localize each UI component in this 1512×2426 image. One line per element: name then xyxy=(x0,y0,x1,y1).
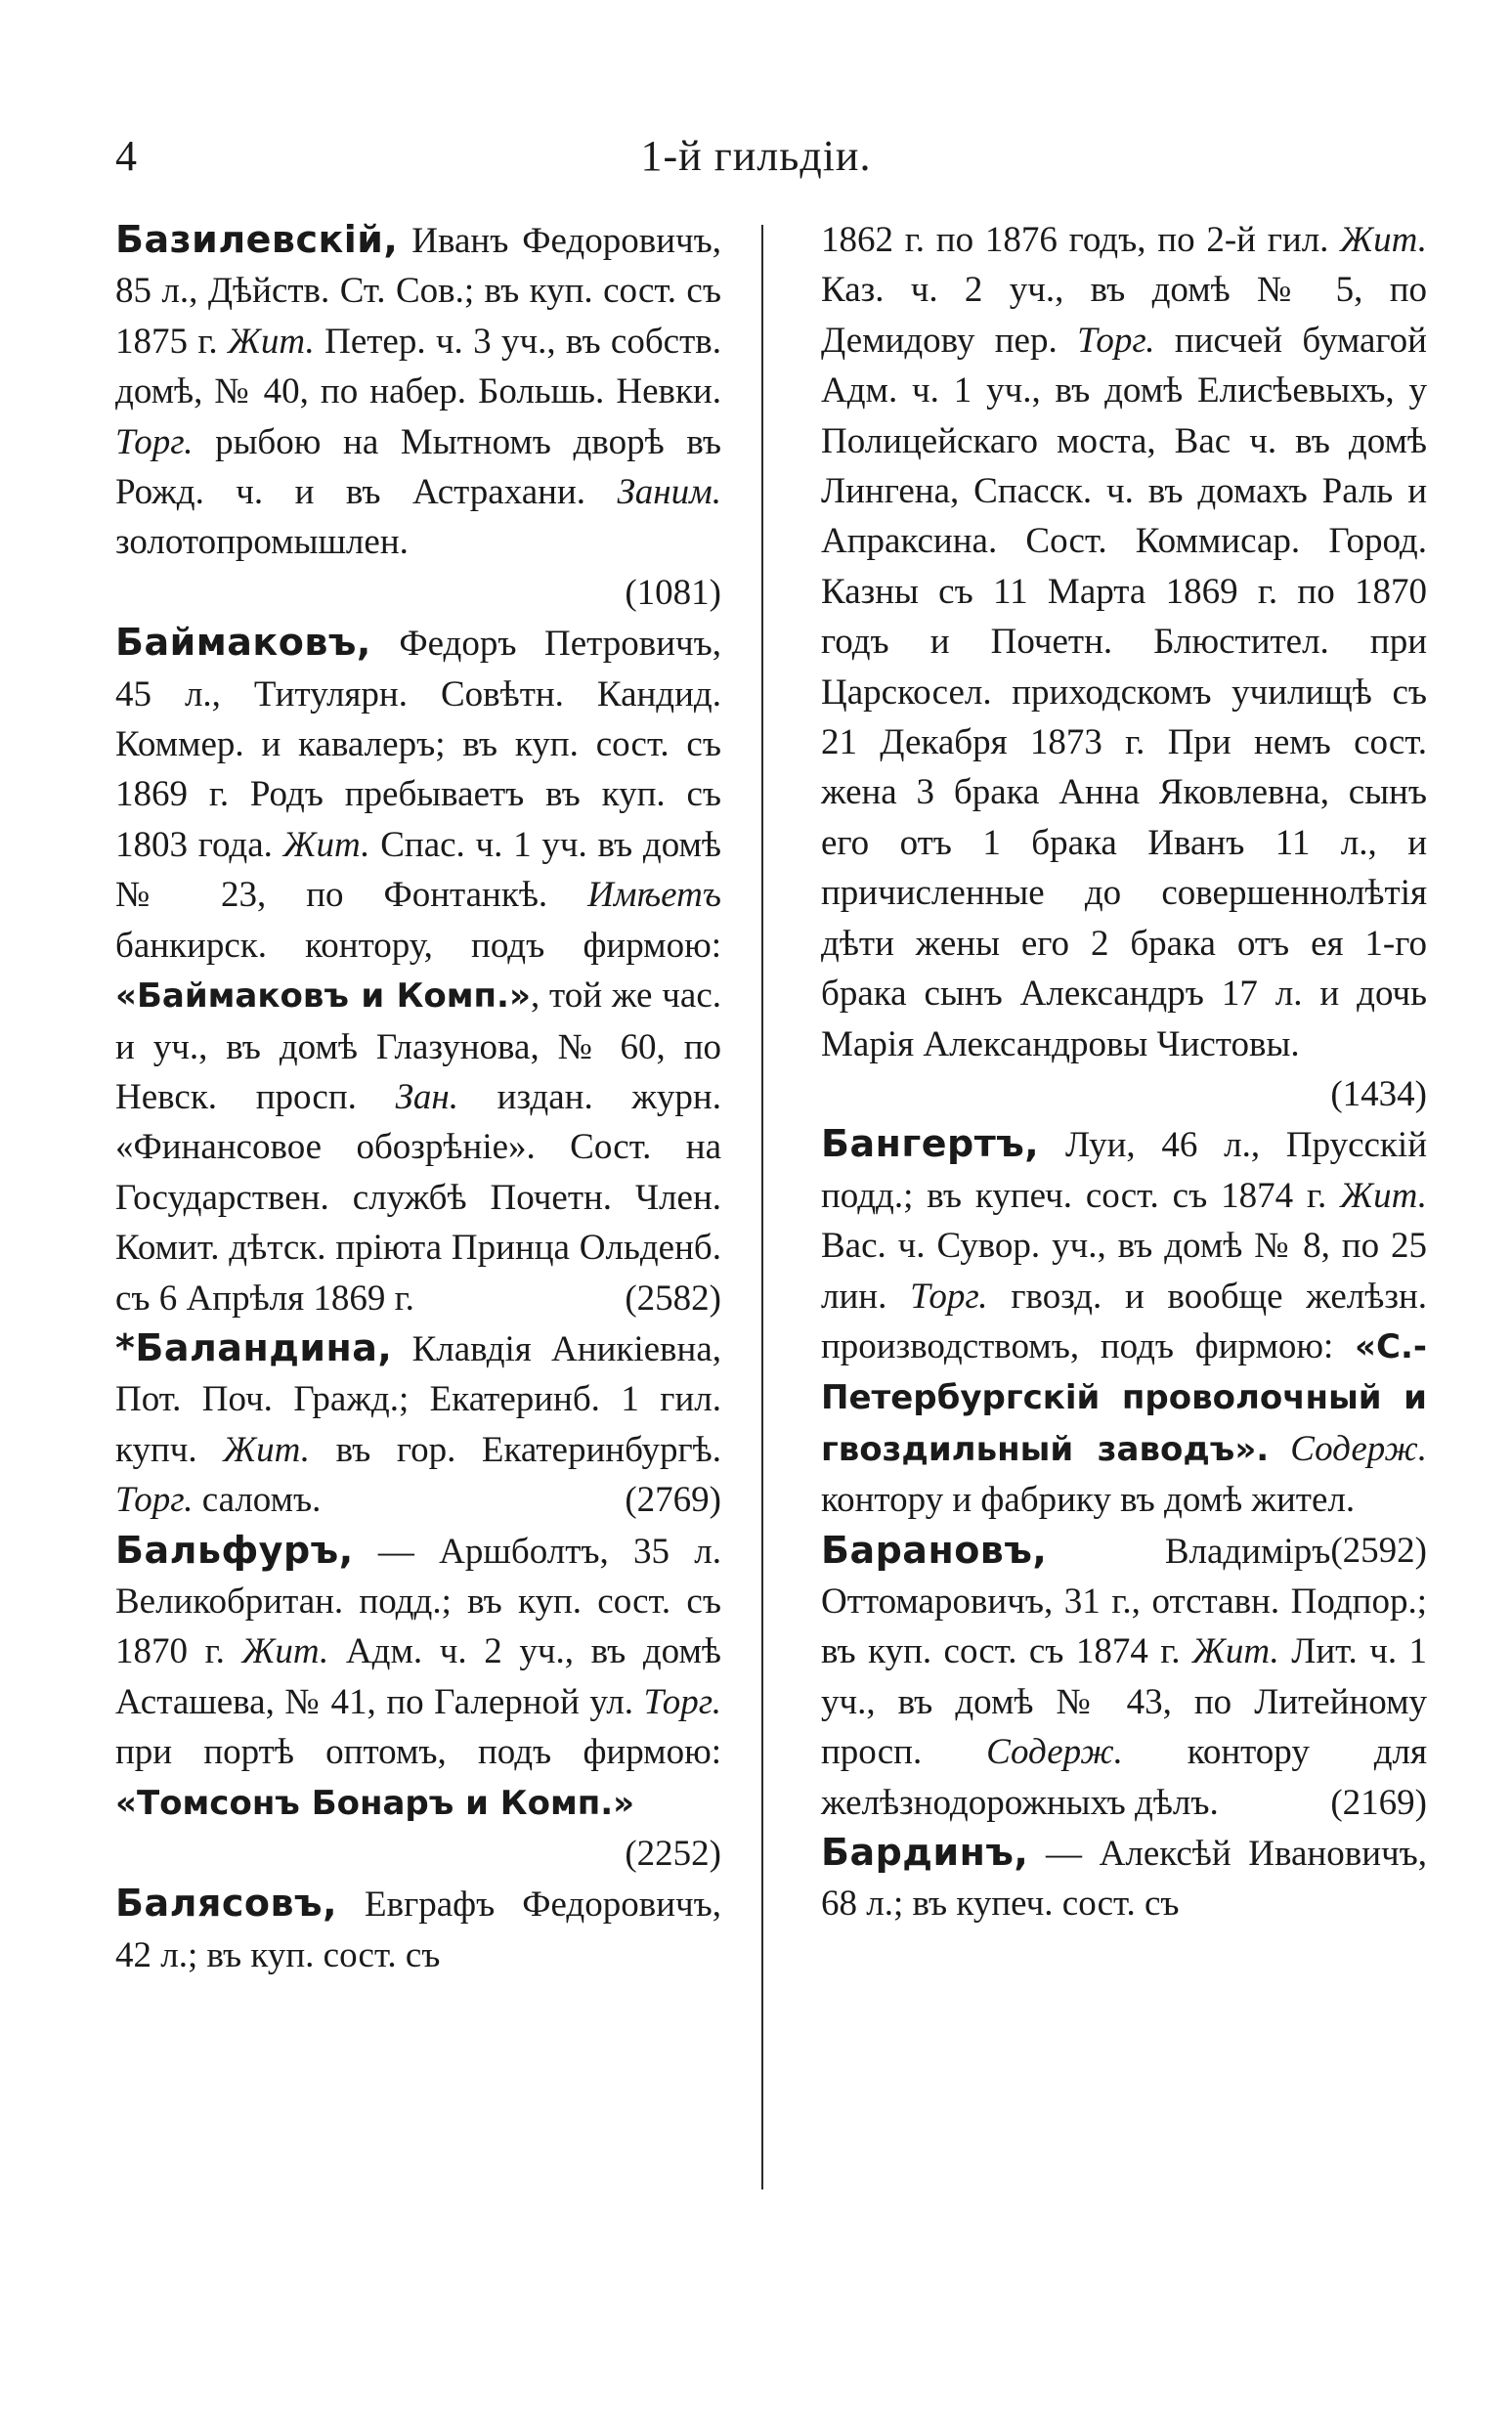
entry-surname: *Баландина, xyxy=(115,1325,393,1369)
entry-text: Петер. ч. 3 уч., въ собств. домѣ, № 40, по набер. Большь. Невки. xyxy=(115,321,721,412)
entry-text: въ гор. Екатеринбургѣ. xyxy=(310,1429,721,1470)
running-head: 1-й гильдіи. xyxy=(640,132,872,180)
entry-text: — Аршболтъ, 35 л. Великобритан. подд.; въ куп. сост. съ 1870 г. xyxy=(115,1531,721,1672)
entry-italic: Содерж. xyxy=(986,1732,1123,1773)
entry-italic: Жит. xyxy=(1340,1175,1427,1216)
entry-italic: Торг. xyxy=(643,1681,721,1722)
entry-text: Иванъ Федоровичъ, 85 л., Дѣйств. Ст. Сов.; въ куп. сост. съ 1875 г. xyxy=(115,221,721,362)
entry-balyasov xyxy=(115,1879,721,1980)
firm-name: «С.-Петербургскій проволочный и гвоздильный заводъ». xyxy=(821,1326,1427,1469)
entry-text: Владиміръ Оттомаровичъ, 31 г., отставн. Подпор.; въ куп. сост. съ 1874 г. xyxy=(821,1531,1427,1672)
firm-name: «Баймаковъ и Комп.» xyxy=(115,976,531,1017)
entry-text: контору и фабрику въ домѣ жител. xyxy=(821,1480,1356,1521)
entry-text: Евграфъ Федоровичъ, 42 л.; въ куп. сост. съ xyxy=(115,1884,721,1975)
entry-number: (2769) xyxy=(625,1480,721,1521)
entry-italic: Жит. xyxy=(282,824,370,865)
entry-text: золотопромышлен. xyxy=(115,522,409,563)
entry-text: при портѣ оптомъ, подъ фирмою: xyxy=(115,1732,721,1773)
left-column xyxy=(115,215,721,1980)
column-divider xyxy=(761,225,763,2189)
entry-bardin xyxy=(821,1828,1427,1929)
entry-text: рыбою на Мытномъ дворѣ въ Рожд. ч. и въ Астрахани. xyxy=(115,421,721,513)
entry-surname: Бангертъ, xyxy=(821,1122,1040,1166)
entry-text: Вас. ч. Сувор. уч., въ домѣ № 8, по 25 лин. xyxy=(821,1226,1427,1317)
entry-balandina xyxy=(115,1323,721,1526)
entry-text: банкирск. контору, подъ фирмою: xyxy=(115,925,721,966)
entry-italic: Торг. xyxy=(910,1276,988,1317)
entry-text: 1862 г. по 1876 годъ, по 2-й гил. xyxy=(821,220,1341,260)
entry-number: (2582) xyxy=(625,1278,721,1319)
entry-bazilevsky xyxy=(115,215,721,618)
entry-number: (1081) xyxy=(625,572,721,613)
entry-text: , той же час. и уч., въ домѣ Глазунова, № 60, по Невск. просп. xyxy=(115,975,721,1117)
firm-name: «Томсонъ Бонаръ и Комп.» xyxy=(115,1783,635,1823)
entry-number: (2252) xyxy=(625,1834,721,1874)
entry-italic: Содерж. xyxy=(1290,1428,1427,1469)
entry-text: гвозд. и вообще желѣзн. производствомъ, подъ фирмою: xyxy=(821,1276,1427,1366)
entry-surname: Баймаковъ, xyxy=(115,621,371,665)
entry-italic: Имѣетъ xyxy=(587,875,721,916)
entry-continuation xyxy=(821,215,1427,1119)
entry-text: Каз. ч. 2 уч., въ домѣ № 5, по Демидову пер. xyxy=(821,270,1427,361)
entry-italic: Торг. xyxy=(115,421,194,462)
entry-number: (1434) xyxy=(1330,1073,1427,1114)
entry-italic: Торг. xyxy=(1077,320,1155,361)
entry-text: — Алексѣй Ивановичъ, 68 л.; въ купеч. сост. съ xyxy=(821,1834,1427,1925)
entry-text: Федоръ Петровичъ, 45 л., Титулярн. Совѣтн. Кандид. Коммер. и кавалеръ; въ куп. сост. съ 1869 г. Родъ пребываетъ въ куп. съ 1803 года. xyxy=(115,624,721,865)
entry-surname: Барановъ, xyxy=(821,1528,1048,1572)
entry-italic: Зан. xyxy=(395,1076,458,1117)
entry-text: издан. журн. «Финансовое обозрѣніе». Сост. на Государствен. службѣ Почетн. Член. Комит. дѣтск. пріюта Принца Ольденб. съ 6 Апрѣля 1869 г. xyxy=(115,1076,721,1319)
entry-number: (2169) xyxy=(1330,1782,1427,1823)
entry-italic: Жит. xyxy=(1191,1631,1279,1672)
entry-italic: Жит. xyxy=(241,1631,329,1672)
entry-text: писчей бумагой Адм. ч. 1 уч., въ домѣ Елисѣевыхъ, у Полицейскаго моста, Вас ч. въ домѣ Лингена, Спасск. ч. въ домахъ Раль и Апраксина. Сост. Коммисар. Город. Казны съ 11 Марта 1869 г. по 1870 годъ и Почетн. Блюстител. при Царскосел. приходскомъ училищѣ съ 21 Декабря 1873 г. При немъ сост. жена 3 брака Анна Яковлевна, сынъ его отъ 1 брака Иванъ 11 л., и причисленные до совершеннолѣтія дѣти жены его 2 брака отъ ея 1-го брака сынъ Александръ 17 л. и дочь Марія Александровы Чистовы. xyxy=(821,320,1427,1064)
entry-surname: Бальфуръ, xyxy=(115,1528,354,1572)
entry-italic: Торг. xyxy=(115,1480,194,1521)
entry-italic: Жит. xyxy=(223,1429,311,1470)
entry-italic: Жит. xyxy=(1340,220,1427,260)
entry-surname: Базилевскій, xyxy=(115,218,399,261)
page-number: 4 xyxy=(115,132,137,180)
entry-baimakov xyxy=(115,618,721,1323)
entry-text xyxy=(1269,1429,1290,1469)
page-header xyxy=(0,117,1512,186)
entry-surname: Бардинъ, xyxy=(821,1831,1029,1874)
entry-text: саломъ. xyxy=(193,1480,322,1521)
entry-text: Клавдія Аникіевна, Пот. Поч. Гражд.; Екатеринб. 1 гил. купч. xyxy=(115,1328,721,1470)
entry-text: Спас. ч. 1 уч. въ домѣ № 23, по Фонтанкѣ. xyxy=(115,824,721,916)
entry-text: контору для желѣзнодорожныхъ дѣлъ. xyxy=(821,1732,1427,1823)
entry-surname: Балясовъ, xyxy=(115,1882,338,1926)
entry-italic: Заним. xyxy=(617,472,721,513)
entry-number: (2592) xyxy=(1330,1530,1427,1571)
entry-balfour xyxy=(115,1526,721,1880)
entry-italic: Жит. xyxy=(227,321,315,362)
entry-text: Адм. ч. 2 уч., въ домѣ Асташева, № 41, по Галерной ул. xyxy=(115,1631,721,1722)
entry-text: Луи, 46 л., Прусскій подд.; въ купеч. сост. съ 1874 г. xyxy=(821,1125,1427,1216)
right-column xyxy=(821,215,1427,1929)
entry-text: Лит. ч. 1 уч., въ домѣ № 43, по Литейному просп. xyxy=(821,1631,1427,1773)
